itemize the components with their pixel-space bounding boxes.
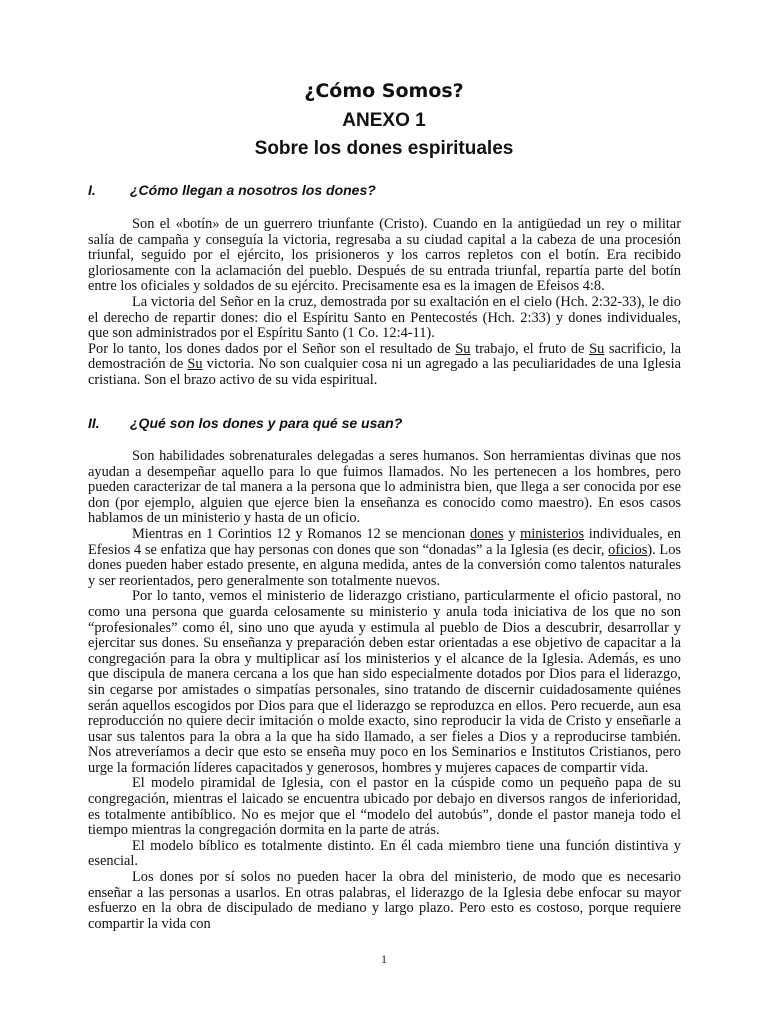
underlined-word: Su (187, 356, 203, 373)
section-2-title: ¿Qué son los dones y para qué se usan? (130, 415, 403, 431)
section-1-heading (88, 181, 688, 199)
underlined-word: Su (455, 340, 471, 357)
paragraph: Son habilidades sobrenaturales delegadas a seres humanos. Son herramientas divinas que nos ayudan a desempeñar aquello para lo que fuimos llamados. No les pertenecen a los hombres, pero pueden caracterizar de tal manera a la persona que lo administra bien, que llega a ser conocida por ese don (por ejemplo, alguien que ejerce bien la enseñanza es conocido como maestro). En esos casos hablamos de un ministerio y hasta de un oficio. (88, 448, 681, 527)
page-number: 1 (381, 952, 387, 966)
paragraph: Por lo tanto, vemos el ministerio de liderazgo cristiano, particularmente el oficio pastoral, no como una persona que guarda celosamente su ministerio y anula toda iniciativa de los que no son “profesionales” como él, sino uno que ayuda y estimula al pueblo de Dios a descubrir, desarrollar y ejercitar sus dones. Su enseñanza y preparación deben estar orientadas a ese objetivo de capacitar a la congregación para la obra y multiplicar así los ministerios y el alcance de la Iglesia. Además, es uno que discipula de manera cercana a los que han sido especialmente dotados por Dios para el liderazgo, sin cegarse por amistades o simpatías personales, sino tratando de discernir cuidadosamente quiénes serán aquellos escogidos por Dios para que el liderazgo se reproduzca en ellos. Pero recuerde, aun esa reproducción no quiere decir imitación o molde exacto, sino reproducir la vida de Cristo y enseñarle a usar sus talentos para la obra a la que ha sido llamado, a ser fieles a Dios y a reproducirse también. Nos atreveríamos a decir que esto se enseña muy poco en los Seminarios e Institutos Cristianos, pero urge la formación líderes capacitados y generosos, hombres y mujeres capaces de compartir vida. (88, 588, 681, 776)
paragraph: La victoria del Señor en la cruz, demostrada por su exaltación en el cielo (Hch. 2:32-33), le dio el derecho de repartir dones: dio el Espíritu Santo en Pentecostés (Hch. 2:33) y dones individuales, que son administrados por el Espíritu Santo (1 Co. 12:4-11). (88, 293, 681, 342)
section-2-number: II. (88, 415, 100, 431)
paragraph: Por lo tanto, los dones dados por el Señor son el resultado de Su trabajo, el fruto de Su sacrificio, la demostración de Su victoria. No son cualquier cosa ni un agregado a las peculiaridades de una Iglesia cristiana. Son el brazo activo de su vida espiritual. (88, 340, 682, 388)
section-1-number: I. (88, 182, 96, 198)
paragraph: Son el «botín» de un guerrero triunfante (Cristo). Cuando en la antigüedad un rey o militar salía de campaña y conseguía la victoria, regresaba a su ciudad capital a la cabeza de una procesión triunfal, seguido por el ejército, los prisioneros y los carros repletos con el botín. Era recibido gloriosamente con la aclamación del pueblo. Después de su entrada triunfal, repartía parte del botín entre los oficiales y soldados de su ejército. Precisamente esa es la imagen de Efeisos 4:8. (88, 216, 681, 295)
document-title: ¿Cómo Somos? (304, 80, 464, 102)
section-2-heading (88, 414, 688, 432)
paragraph: Mientras en 1 Corintios 12 y Romanos 12 se mencionan dones y ministerios individuales, en Efesios 4 se enfatiza que hay personas con dones que son “donadas” a la Iglesia (es decir, oficios). Los dones pueden haber estado presente, en alguna medida, antes de la conversión como talentos naturales y ser reorientados, pero generalmente son totalmente nuevos. (88, 525, 681, 589)
section-1-title: ¿Cómo llegan a nosotros los dones? (130, 182, 376, 198)
section-1-body (88, 217, 681, 389)
section-2-body (88, 449, 681, 932)
annex-heading: ANEXO 1 (342, 110, 426, 131)
underlined-word: oficios (608, 541, 648, 558)
underlined-word: ministerios (520, 525, 585, 542)
document-subtitle: Sobre los dones espirituales (254, 138, 514, 159)
paragraph: El modelo bíblico es totalmente distinto. En él cada miembro tiene una función distintiva y esencial. (88, 837, 681, 870)
underlined-word: dones (469, 525, 504, 542)
paragraph: Los dones por sí solos no pueden hacer la obra del ministerio, de modo que es necesario enseñar a las personas a usarlos. En otras palabras, el liderazgo de la Iglesia debe enfocar su mayor esfuerzo en la obra de discipulado de mediano y largo plazo. Pero esto es costoso, porque requiere compartir la vida con (88, 869, 681, 932)
paragraph: El modelo piramidal de Iglesia, con el pastor en la cúspide como un pequeño papa de su congregación, mientras el laicado se encuentra ubicado por debajo en diversos rangos de inferioridad, es totalmente antibíblico. No es mejor que el “modelo del autobús”, donde el pastor maneja todo el tiempo mientras la congregación dormita en la parte de atrás. (88, 775, 681, 839)
underlined-word: Su (589, 340, 605, 357)
